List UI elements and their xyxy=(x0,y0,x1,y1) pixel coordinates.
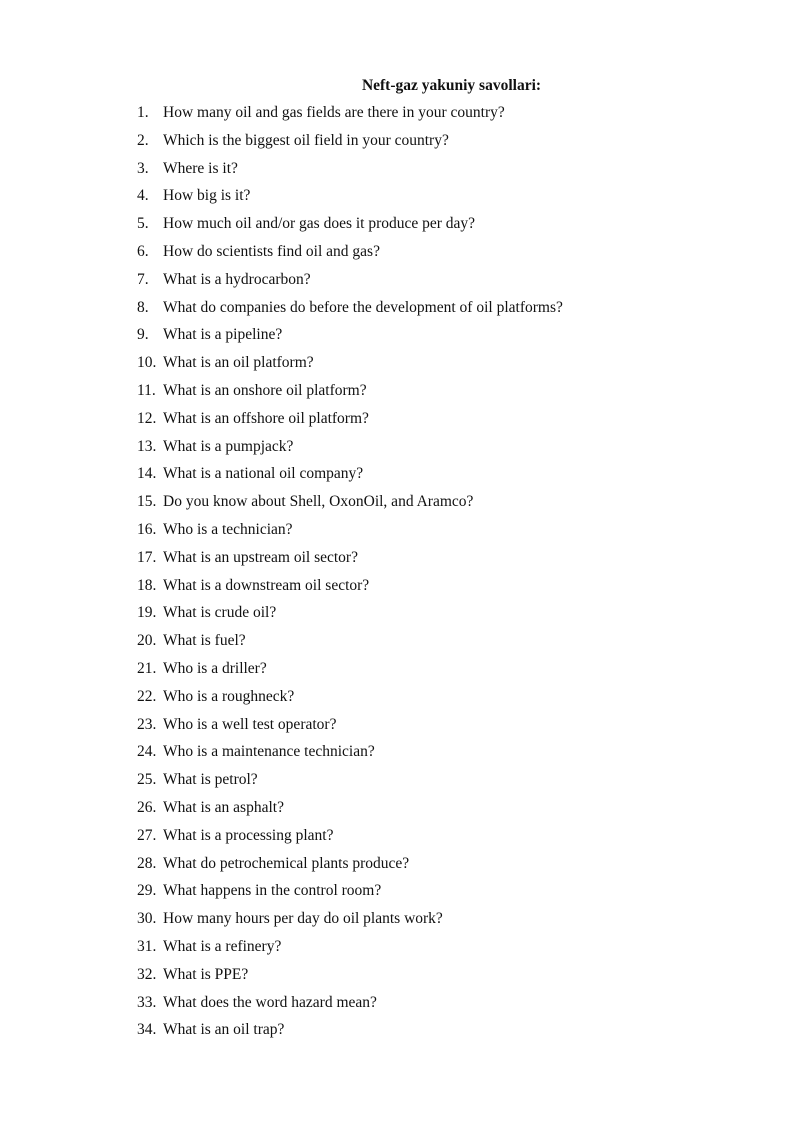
question-number: 11. xyxy=(137,381,156,399)
question-number: 12. xyxy=(137,409,157,427)
question-text: What is an asphalt? xyxy=(163,798,284,816)
question-item xyxy=(137,130,757,158)
question-text: What is an oil platform? xyxy=(163,354,314,372)
question-number: 14. xyxy=(137,465,157,483)
question-item xyxy=(137,408,757,436)
question-item xyxy=(137,797,757,825)
question-number: 9. xyxy=(137,326,149,344)
question-text: What happens in the control room? xyxy=(163,882,382,900)
question-text: What is a pumpjack? xyxy=(163,437,294,455)
question-text: Who is a driller? xyxy=(163,659,267,677)
question-number: 2. xyxy=(137,131,149,149)
question-text: What is a downstream oil sector? xyxy=(163,576,370,594)
question-text: What is PPE? xyxy=(163,965,249,983)
question-item xyxy=(137,241,757,269)
question-text: What is a hydrocarbon? xyxy=(163,270,311,288)
question-item xyxy=(137,436,757,464)
question-number: 8. xyxy=(137,298,149,316)
question-text: What do petrochemical plants produce? xyxy=(163,854,410,872)
question-number: 4. xyxy=(137,187,149,205)
question-number: 21. xyxy=(137,659,157,677)
question-item xyxy=(137,297,757,325)
question-text: What is an onshore oil platform? xyxy=(163,381,367,399)
question-item xyxy=(137,658,757,686)
question-text: What is a refinery? xyxy=(163,937,282,955)
question-item xyxy=(137,880,757,908)
question-text: What is an upstream oil sector? xyxy=(163,548,358,566)
question-number: 24. xyxy=(137,743,157,761)
question-number: 17. xyxy=(137,548,157,566)
question-item xyxy=(137,853,757,881)
question-text: How big is it? xyxy=(163,187,251,205)
question-item xyxy=(137,158,757,186)
question-item xyxy=(137,825,757,853)
question-item xyxy=(137,547,757,575)
question-text: Do you know about Shell, OxonOil, and Aramco? xyxy=(163,493,474,511)
question-item xyxy=(137,686,757,714)
question-item xyxy=(137,463,757,491)
question-item xyxy=(137,380,757,408)
question-item xyxy=(137,714,757,742)
question-item xyxy=(137,1019,757,1047)
question-list xyxy=(137,102,757,1047)
question-text: What is fuel? xyxy=(163,632,246,650)
question-text: How do scientists find oil and gas? xyxy=(163,242,380,260)
page-title: Neft-gaz yakuniy savollari: xyxy=(361,77,542,94)
question-number: 29. xyxy=(137,882,157,900)
question-item xyxy=(137,185,757,213)
question-item xyxy=(137,575,757,603)
question-text: What is an offshore oil platform? xyxy=(163,409,369,427)
question-text: What does the word hazard mean? xyxy=(163,993,377,1011)
question-number: 22. xyxy=(137,687,157,705)
question-text: What is a pipeline? xyxy=(163,326,283,344)
question-item xyxy=(137,992,757,1020)
question-number: 6. xyxy=(137,242,149,260)
question-text: What do companies do before the development of oil platforms? xyxy=(163,298,563,316)
question-number: 28. xyxy=(137,854,157,872)
question-number: 7. xyxy=(137,270,149,288)
question-number: 31. xyxy=(137,937,157,955)
question-text: What is an oil trap? xyxy=(163,1021,285,1039)
question-text: What is crude oil? xyxy=(163,604,277,622)
question-number: 5. xyxy=(137,215,149,233)
question-number: 30. xyxy=(137,910,157,928)
question-item xyxy=(137,102,757,130)
question-item xyxy=(137,324,757,352)
question-text: What is a processing plant? xyxy=(163,826,334,844)
question-text: Who is a well test operator? xyxy=(163,715,337,733)
question-number: 26. xyxy=(137,798,157,816)
question-number: 1. xyxy=(137,104,149,121)
question-text: What is a national oil company? xyxy=(163,465,364,483)
question-number: 3. xyxy=(137,159,149,177)
question-number: 33. xyxy=(137,993,157,1011)
question-number: 16. xyxy=(137,520,157,538)
question-number: 20. xyxy=(137,632,157,650)
question-item xyxy=(137,269,757,297)
question-text: How many oil and gas fields are there in your country? xyxy=(163,104,505,121)
question-item xyxy=(137,213,757,241)
question-item xyxy=(137,519,757,547)
question-text: Where is it? xyxy=(163,159,238,177)
question-text: Who is a roughneck? xyxy=(163,687,295,705)
question-number: 27. xyxy=(137,826,157,844)
question-number: 15. xyxy=(137,493,157,511)
question-item xyxy=(137,602,757,630)
question-item xyxy=(137,964,757,992)
question-item xyxy=(137,936,757,964)
question-number: 13. xyxy=(137,437,157,455)
question-item xyxy=(137,908,757,936)
question-item xyxy=(137,741,757,769)
question-number: 25. xyxy=(137,771,157,789)
question-text: How much oil and/or gas does it produce per day? xyxy=(163,215,476,233)
question-item xyxy=(137,630,757,658)
question-item xyxy=(137,769,757,797)
question-number: 23. xyxy=(137,715,157,733)
question-number: 34. xyxy=(137,1021,157,1039)
question-text: What is petrol? xyxy=(163,771,258,789)
question-text: How many hours per day do oil plants work? xyxy=(163,910,443,928)
question-number: 32. xyxy=(137,965,157,983)
question-number: 19. xyxy=(137,604,157,622)
question-number: 10. xyxy=(137,354,157,372)
question-item xyxy=(137,491,757,519)
question-item xyxy=(137,352,757,380)
question-number: 18. xyxy=(137,576,157,594)
question-text: Who is a maintenance technician? xyxy=(163,743,375,761)
question-text: Who is a technician? xyxy=(163,520,293,538)
question-text: Which is the biggest oil field in your country? xyxy=(163,131,449,149)
